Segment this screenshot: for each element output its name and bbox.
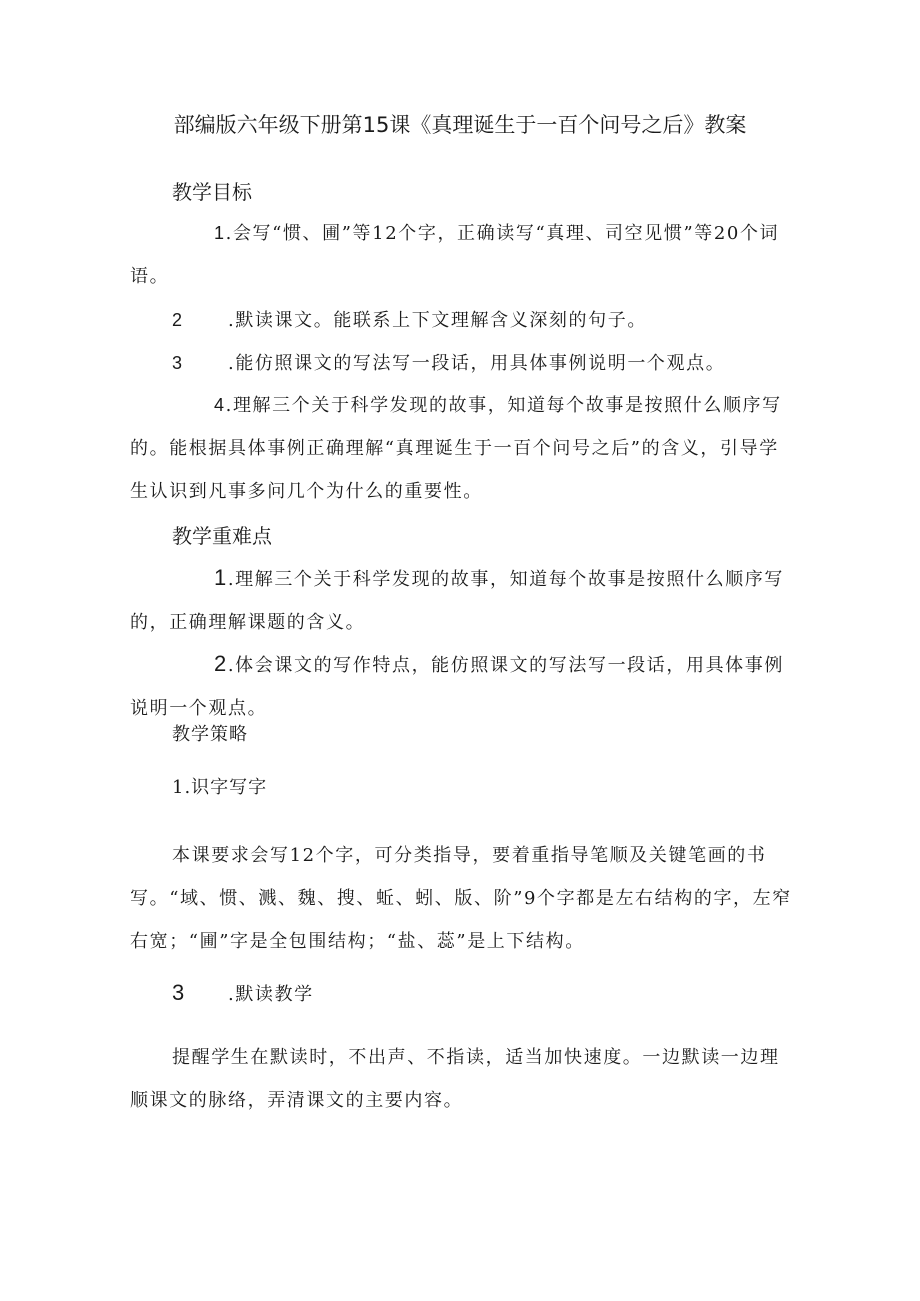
objective-item-3: 3 .能仿照课文的写法写一段话，用具体事例说明一个观点。 xyxy=(172,353,726,374)
key-point-item-1: 1.理解三个关于科学发现的故事，知道每个故事是按照什么顺序写的，正确理解课题的含义。 xyxy=(130,565,784,633)
document-title: 部编版六年级下册第15课《真理诞生于一百个问号之后》教案 xyxy=(173,113,747,137)
objective-item-2: 2 .默读课文。能联系上下文理解含义深刻的句子。 xyxy=(172,310,647,331)
strategy-paragraph-2: 提醒学生在默读时，不出声、不指读，适当加快速度。一边默读一边理顺课文的脉络，弄清课文的主要内容。 xyxy=(130,1047,780,1111)
objective-item-1: 1.会写“惯、圃”等12个字，正确读写“真理、司空见惯”等20个词语。 xyxy=(130,223,780,287)
strategy-sub-title-1: 1.识字写字 xyxy=(172,777,268,798)
section-heading-key-points: 教学重难点 xyxy=(172,524,272,548)
objective-item-4: 4.理解三个关于科学发现的故事，知道每个故事是按照什么顺序写的。能根据具体事例正确理解“真理诞生于一百个问号之后”的含义，引导学生认识到凡事多问几个为什么的重要性。 xyxy=(130,395,782,502)
strategy-paragraph-1: 本课要求会写12个字，可分类指导，要着重指导笔顺及关键笔画的书写。“域、惯、溅、魏、搜、蚯、蚓、版、阶”9个字都是左右结构的字，左窄右宽；“圃”字是全包围结构；“盐、蕊”是上下结构。 xyxy=(130,845,792,952)
section-heading-objectives: 教学目标 xyxy=(172,180,252,204)
section-heading-strategy: 教学策略 xyxy=(172,724,248,745)
key-point-item-2: 2.体会课文的写作特点，能仿照课文的写法写一段话，用具体事例说明一个观点。 xyxy=(130,651,784,719)
strategy-sub-title-2: 3 .默读教学 xyxy=(172,980,314,1005)
